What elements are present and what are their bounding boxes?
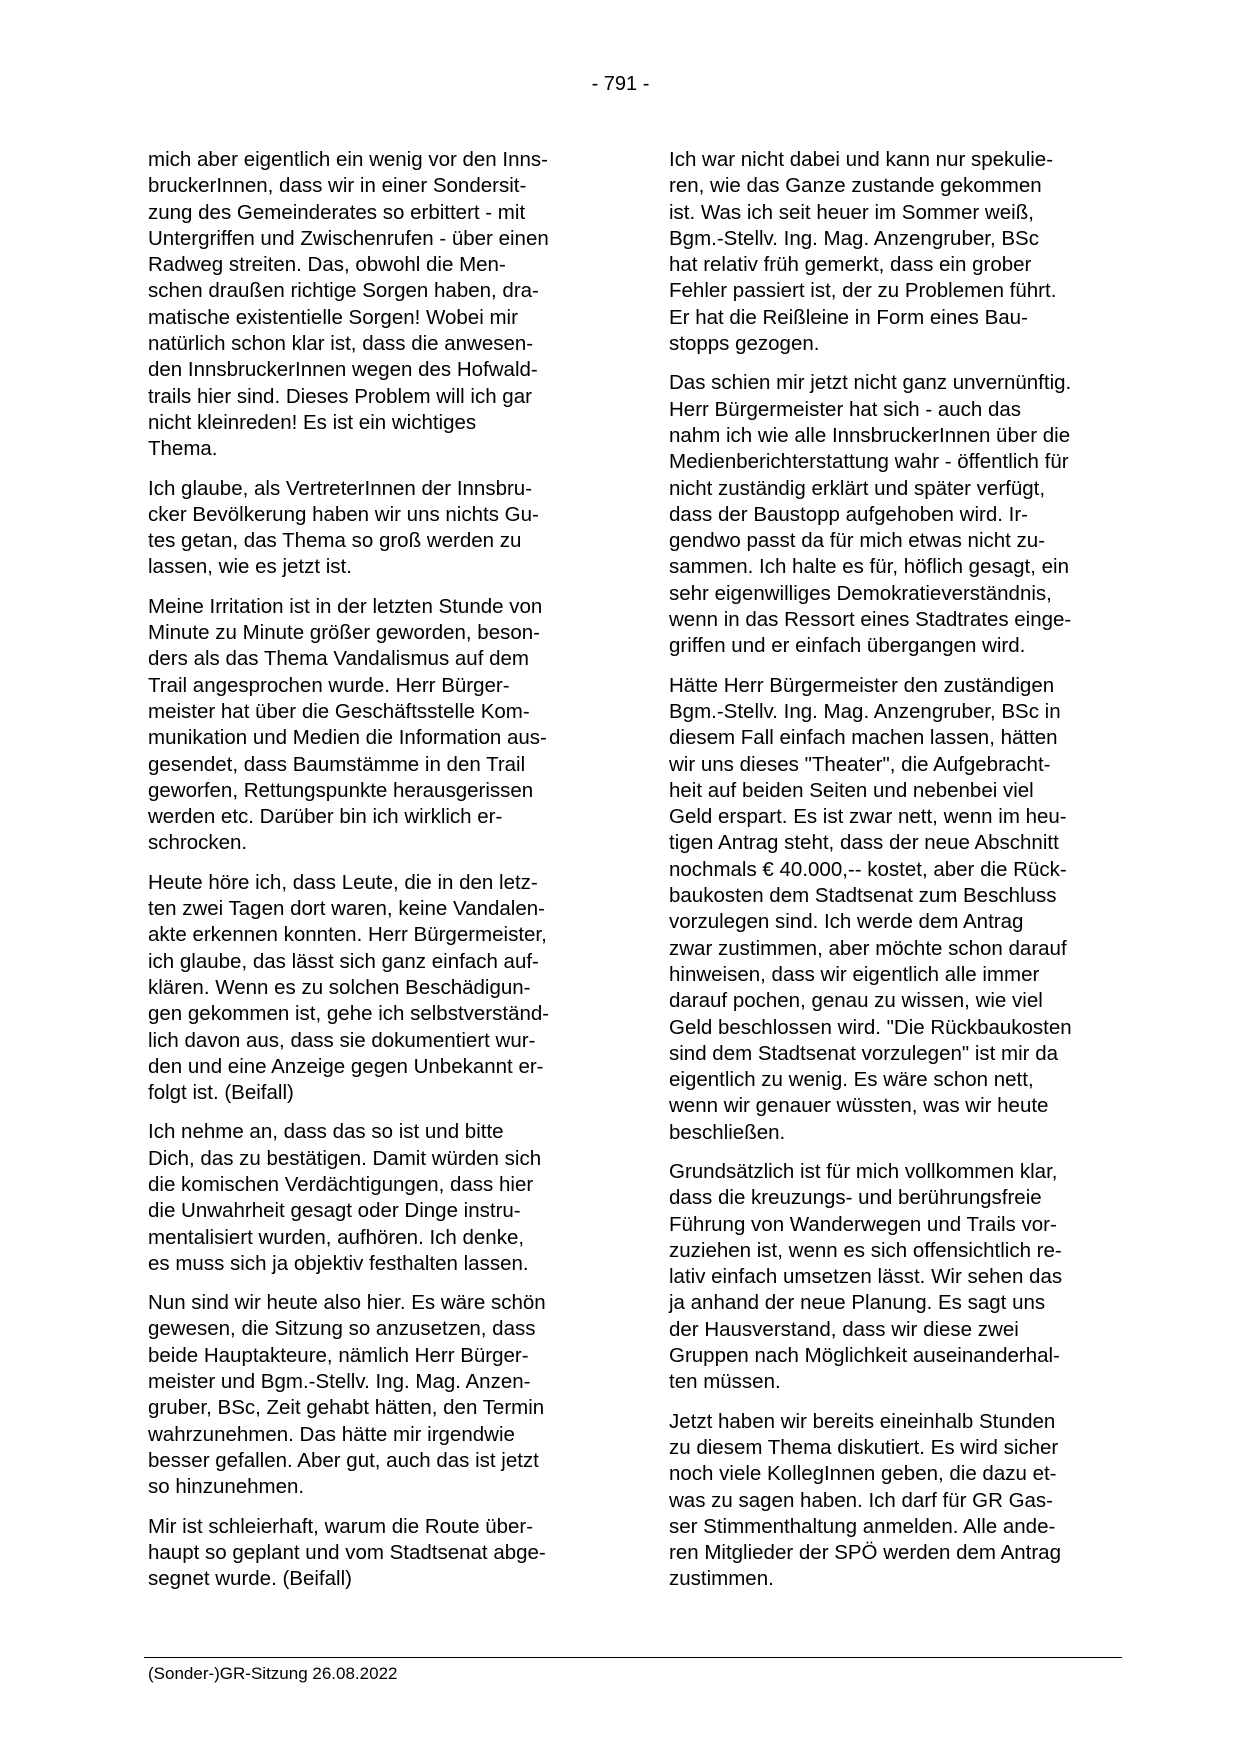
- paragraph: Nun sind wir heute also hier. Es wäre schön gewesen, die Sitzung so anzusetzen, dass beide Hauptakteure, nämlich Herr Bürger- meister und Bgm.-Stellv. Ing. Mag. Anzen- gruber, BSc, Zeit gehabt hätten, den Termin wahrzunehmen. Das hätte mir irgendwie besser gefallen. Aber gut, auch das ist jetzt so hinzunehmen.: [148, 1291, 546, 1499]
- paragraph: Das schien mir jetzt nicht ganz unvernünftig. Herr Bürgermeister hat sich - auch das nahm ich wie alle InnsbruckerInnen über die Medienberichterstattung wahr - öffentlich für nicht zuständig erklärt und später verfügt, dass der Baustopp aufgehoben wird. Ir- gendwo passt da für mich etwas nicht zu- sammen. Ich halte es für, höflich gesagt, ein sehr eigenwilliges Demokratieverständnis, wenn in das Ressort eines Stadtrates einge- griffen und er einfach übergangen wird.: [669, 371, 1072, 658]
- page-number: - 791 -: [591, 73, 650, 95]
- paragraph: Jetzt haben wir bereits eineinhalb Stunden zu diesem Thema diskutiert. Es wird sicher noch viele KollegInnen geben, die dazu et- was zu sagen haben. Ich darf für GR Gas- ser Stimmenthaltung anmelden. Alle ande- ren Mitglieder der SPÖ werden dem Antrag zustimmen.: [669, 1409, 1061, 1591]
- left-column: [148, 147, 608, 1605]
- paragraph: Ich glaube, als VertreterInnen der Innsbru- cker Bevölkerung haben wir uns nichts Gu- tes getan, das Thema so groß werden zu lassen, wie es jetzt ist.: [148, 476, 539, 579]
- paragraph: Grundsätzlich ist für mich vollkommen klar, dass die kreuzungs- und berührungsfreie Führung von Wanderwegen und Trails vor- zuziehen ist, wenn es sich offensichtlich re- lativ einfach umsetzen lässt. Wir sehen das ja anhand der neue Planung. Es sagt uns der Hausverstand, dass wir diese zwei Gruppen nach Möglichkeit auseinanderhal- ten müssen.: [669, 1159, 1063, 1394]
- right-column: [669, 147, 1129, 1606]
- footer-divider: [144, 1657, 1122, 1658]
- paragraph: Mir ist schleierhaft, warum die Route über- haupt so geplant und vom Stadtsenat abge- segnet wurde. (Beifall): [148, 1514, 546, 1591]
- paragraph: Meine Irritation ist in der letzten Stunde von Minute zu Minute größer geworden, beson- ders als das Thema Vandalismus auf dem Trail angesprochen wurde. Herr Bürger- meister hat über die Geschäftsstelle Kom- munikation und Medien die Information aus- gesendet, dass Baumstämme in den Trail geworfen, Rettungspunkte herausgerissen werden etc. Darüber bin ich wirklich er- schrocken.: [148, 594, 547, 855]
- paragraph: Ich nehme an, dass das so ist und bitte Dich, das zu bestätigen. Damit würden sich die komischen Verdächtigungen, dass hier die Unwahrheit gesagt oder Dinge instru- mentalisiert wurden, aufhören. Ich denke, es muss sich ja objektiv festhalten lassen.: [148, 1120, 542, 1275]
- paragraph: mich aber eigentlich ein wenig vor den Inns- bruckerInnen, dass wir in einer Sondersit- zung des Gemeinderates so erbittert - mit Untergriffen und Zwischenrufen - über einen Radweg streiten. Das, obwohl die Men- schen draußen richtige Sorgen haben, dra- matische existentielle Sorgen! Wobei mir natürlich schon klar ist, dass die anwesen- den InnsbruckerInnen wegen des Hofwald- trails hier sind. Dieses Problem will ich gar nicht kleinreden! Es ist ein wichtiges Thema.: [148, 148, 549, 461]
- footer-text: (Sonder-)GR-Sitzung 26.08.2022: [148, 1664, 398, 1683]
- paragraph: Ich war nicht dabei und kann nur spekulie- ren, wie das Ganze zustande gekommen ist. Was ich seit heuer im Sommer weiß, Bgm.-Stellv. Ing. Mag. Anzengruber, BSc hat relativ früh gemerkt, dass ein grober Fehler passiert ist, der zu Problemen führt. Er hat die Reißleine in Form eines Bau- stopps gezogen.: [669, 148, 1057, 356]
- paragraph: Heute höre ich, dass Leute, die in den letz- ten zwei Tagen dort waren, keine Vandalen- akte erkennen konnten. Herr Bürgermeister, ich glaube, das lässt sich ganz einfach auf- klären. Wenn es zu solchen Beschädigun- gen gekommen ist, gehe ich selbstverständ- lich davon aus, dass sie dokumentiert wur- den und eine Anzeige gegen Unbekannt er- folgt ist. (Beifall): [148, 870, 550, 1105]
- paragraph: Hätte Herr Bürgermeister den zuständigen Bgm.-Stellv. Ing. Mag. Anzengruber, BSc in diesem Fall einfach machen lassen, hätten wir uns dieses "Theater", die Aufgebracht- heit auf beiden Seiten und nebenbei viel Geld erspart. Es ist zwar nett, wenn im heu- tigen Antrag steht, dass der neue Abschnitt nochmals € 40.000,-- kostet, aber die Rück- baukosten dem Stadtsenat zum Beschluss vorzulegen sind. Ich werde dem Antrag zwar zustimmen, aber möchte schon darauf hinweisen, dass wir eigentlich alle immer darauf pochen, genau zu wissen, wie viel Geld beschlossen wird. "Die Rückbaukosten sind dem Stadtsenat vorzulegen" ist mir da eigentlich zu wenig. Es wäre schon nett, wenn wir genauer wüssten, was wir heute beschließen.: [669, 673, 1072, 1144]
